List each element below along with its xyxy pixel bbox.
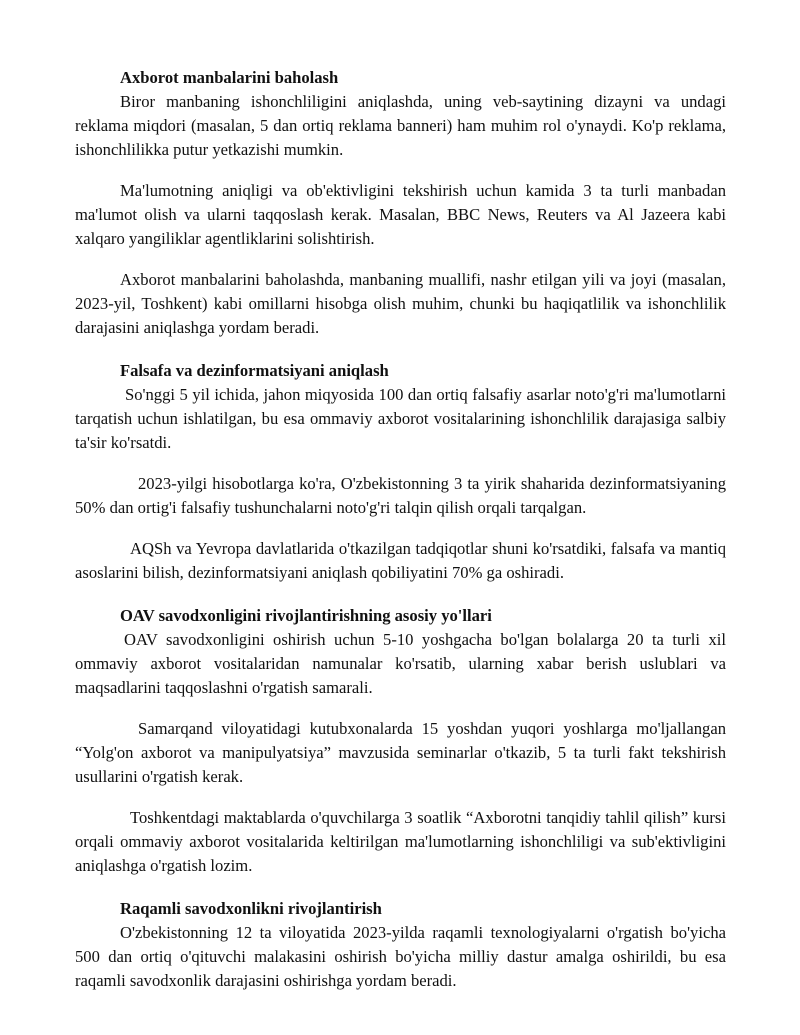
section-heading: Falsafa va dezinformatsiyani aniqlash [120,361,389,380]
paragraph: AQSh va Yevropa davlatlarida o'tkazilgan tadqiqotlar shuni ko'rsatdiki, falsafa va mantiq asoslarini bilish, dezinformatsiyani aniqlash qobiliyatini 70% ga oshiradi. [75,539,726,582]
section-heading: Raqamli savodxonlikni rivojlantirish [120,899,382,918]
section-source-evaluation [75,66,726,340]
paragraph: O'zbekistonning 12 ta viloyatida 2023-yilda raqamli texnologiyalarni o'rgatish bo'yicha 500 dan ortiq o'qituvchi malakasini oshirish bo'yicha milliy dastur amalga oshirildi, bu esa raqamli savodxonlik darajasini oshirishga yordam beradi. [75,923,726,990]
paragraph: Toshkentdagi maktablarda o'quvchilarga 3 soatlik “Axborotni tanqidiy tahlil qilish” kursi orqali ommaviy axborot vositalarida keltirilgan ma'lumotlarning ishonchliligi va sub'ektivligini aniqlashga o'rgatish lozim. [75,808,726,875]
section-heading: Axborot manbalarini baholash [120,68,339,87]
section-philosophy-disinformation [75,359,726,585]
section-media-literacy [75,604,726,878]
section-digital-literacy [75,897,726,993]
section-heading: OAV savodxonligini rivojlantirishning asosiy yo'llari [120,606,492,625]
paragraph: So'nggi 5 yil ichida, jahon miqyosida 100 dan ortiq falsafiy asarlar noto'g'ri ma'lumotlarni tarqatish uchun ishlatilgan, bu esa ommaviy axborot vositalarining ishonchlilik darajasiga salbiy ta'sir ko'rsatdi. [75,385,726,452]
paragraph: Axborot manbalarini baholashda, manbaning muallifi, nashr etilgan yili va joyi (masalan, 2023-yil, Toshkent) kabi omillarni hisobga olish muhim, chunki bu haqiqatlilik va ishonchlilik darajasini aniqlashga yordam beradi. [75,270,726,337]
document-page [75,66,726,993]
paragraph: Samarqand viloyatidagi kutubxonalarda 15 yoshdan yuqori yoshlarga mo'ljallangan “Yolg'on axborot va manipulyatsiya” mavzusida seminarlar o'tkazib, 5 ta turli fakt tekshirish usullarini o'rgatish kerak. [75,719,726,786]
paragraph: OAV savodxonligini oshirish uchun 5-10 yoshgacha bo'lgan bolalarga 20 ta turli xil ommaviy axborot vositalaridan namunalar ko'rsatib, ularning xabar berish uslublari va maqsadlarini taqqoslashni o'rgatish samarali. [75,630,726,697]
paragraph: Ma'lumotning aniqligi va ob'ektivligini tekshirish uchun kamida 3 ta turli manbadan ma'lumot olish va ularni taqqoslash kerak. Masalan, BBC News, Reuters va Al Jazeera kabi xalqaro yangiliklar agentliklarini solishtirish. [75,181,726,248]
paragraph: 2023-yilgi hisobotlarga ko'ra, O'zbekistonning 3 ta yirik shaharida dezinformatsiyaning 50% dan ortig'i falsafiy tushunchalarni noto'g'ri talqin qilish orqali tarqalgan. [75,474,726,517]
paragraph: Biror manbaning ishonchliligini aniqlashda, uning veb-saytining dizayni va undagi reklama miqdori (masalan, 5 dan ortiq reklama banneri) ham muhim rol o'ynaydi. Ko'p reklama, ishonchlilikka putur yetkazishi mumkin. [75,92,726,159]
